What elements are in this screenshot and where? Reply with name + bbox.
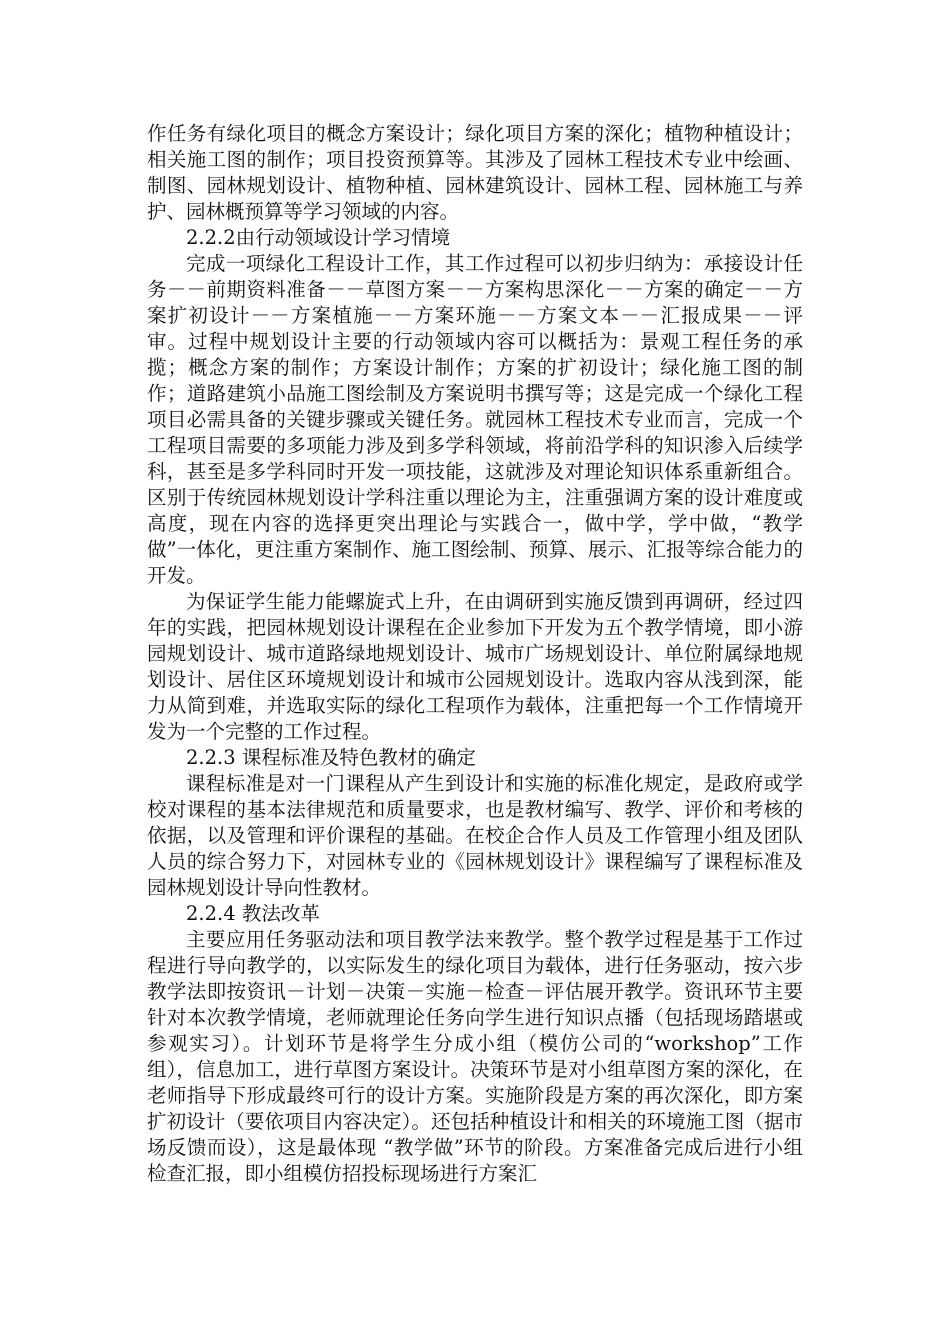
paragraph-action-domain: 完成一项绿化工程设计工作，其工作过程可以初步归纳为：承接设计任务－－前期资料准备－－草图方案－－方案构思深化－－方案的确定－－方案扩初设计－－方案植施－－方案环施－－方案文本－－汇报成果－－评审。过程中规划设计主要的行动领域内容可以概括为：景观工程任务的承揽；概念方案的制作；方案设计制作；方案的扩初设计；绿化施工图的制作；道路建筑小品施工图绘制及方案说明书撰写等；这是完成一个绿化工程项目必需具备的关键步骤或关键任务。就园林工程技术专业而言，完成一个工程项目需要的多项能力涉及到多学科领域，将前沿学科的知识渗入后续学科，甚至是多学科同时开发一项技能，这就涉及对理论知识体系重新组合。区别于传统园林规划设计学科注重以理论为主，注重强调方案的设计难度或高度，现在内容的选择更突出理论与实践合一，做中学，学中做，“教学做”一体化，更注重方案制作、施工图绘制、预算、展示、汇报等综合能力的开发。 [147, 252, 803, 587]
paragraph-work-tasks: 作任务有绿化项目的概念方案设计；绿化项目方案的深化；植物种植设计；相关施工图的制作；项目投资预算等。其涉及了园林工程技术专业中绘画、制图、园林规划设计、植物种植、园林建筑设计、园林工程、园林施工与养护、园林概预算等学习领域的内容。 [147, 122, 803, 223]
section-heading-2-2-2: 2.2.2由行动领域设计学习情境 [186, 226, 451, 249]
paragraph-course-standard: 课程标准是对一门课程从产生到设计和实施的标准化规定，是政府或学校对课程的基本法律规范和质量要求，也是教材编写、教学、评价和考核的依据，以及管理和评价课程的基础。在校企合作人员及工作管理小组及团队人员的综合努力下，对园林专业的《园林规划设计》课程编写了课程标准及园林规划设计导向性教材。 [147, 772, 803, 899]
paragraph-teaching-method: 主要应用任务驱动法和项目教学法来教学。整个教学过程是基于工作过程进行导向教学的，以实际发生的绿化项目为载体，进行任务驱动，按六步教学法即按资讯－计划－决策－实施－检查－评估展开教学。资讯环节主要针对本次教学情境，老师就理论任务向学生进行知识点播（包括现场踏堪或参观实习）。计划环节是将学生分成小组（模仿公司的“workshop”工作组），信息加工，进行草图方案设计。决策环节是对小组草图方案的深化，在老师指导下形成最终可行的设计方案。实施阶段是方案的再次深化，即方案扩初设计（要依项目内容决定）。还包括种植设计和相关的环境施工图（据市场反馈而设），这是最体现 “教学做”环节的阶段。方案准备完成后进行小组检查汇报，即小组模仿招投标现场进行方案汇 [147, 928, 803, 1185]
document-page [147, 121, 803, 1187]
section-heading-2-2-3: 2.2.3 课程标准及特色教材的确定 [186, 746, 476, 769]
section-heading-2-2-4: 2.2.4 教法改革 [186, 902, 320, 925]
paragraph-learning-situations: 为保证学生能力能螺旋式上升，在由调研到实施反馈到再调研，经过四年的实践，把园林规划设计课程在企业参加下开发为五个教学情境，即小游园规划设计、城市道路绿地规划设计、城市广场规划设计、单位附属绿地规划设计、居住区环境规划设计和城市公园规划设计。选取内容从浅到深，能力从简到难，并选取实际的绿化工程项作为载体，注重把每一个工作情境开发为一个完整的工作过程。 [147, 590, 803, 743]
